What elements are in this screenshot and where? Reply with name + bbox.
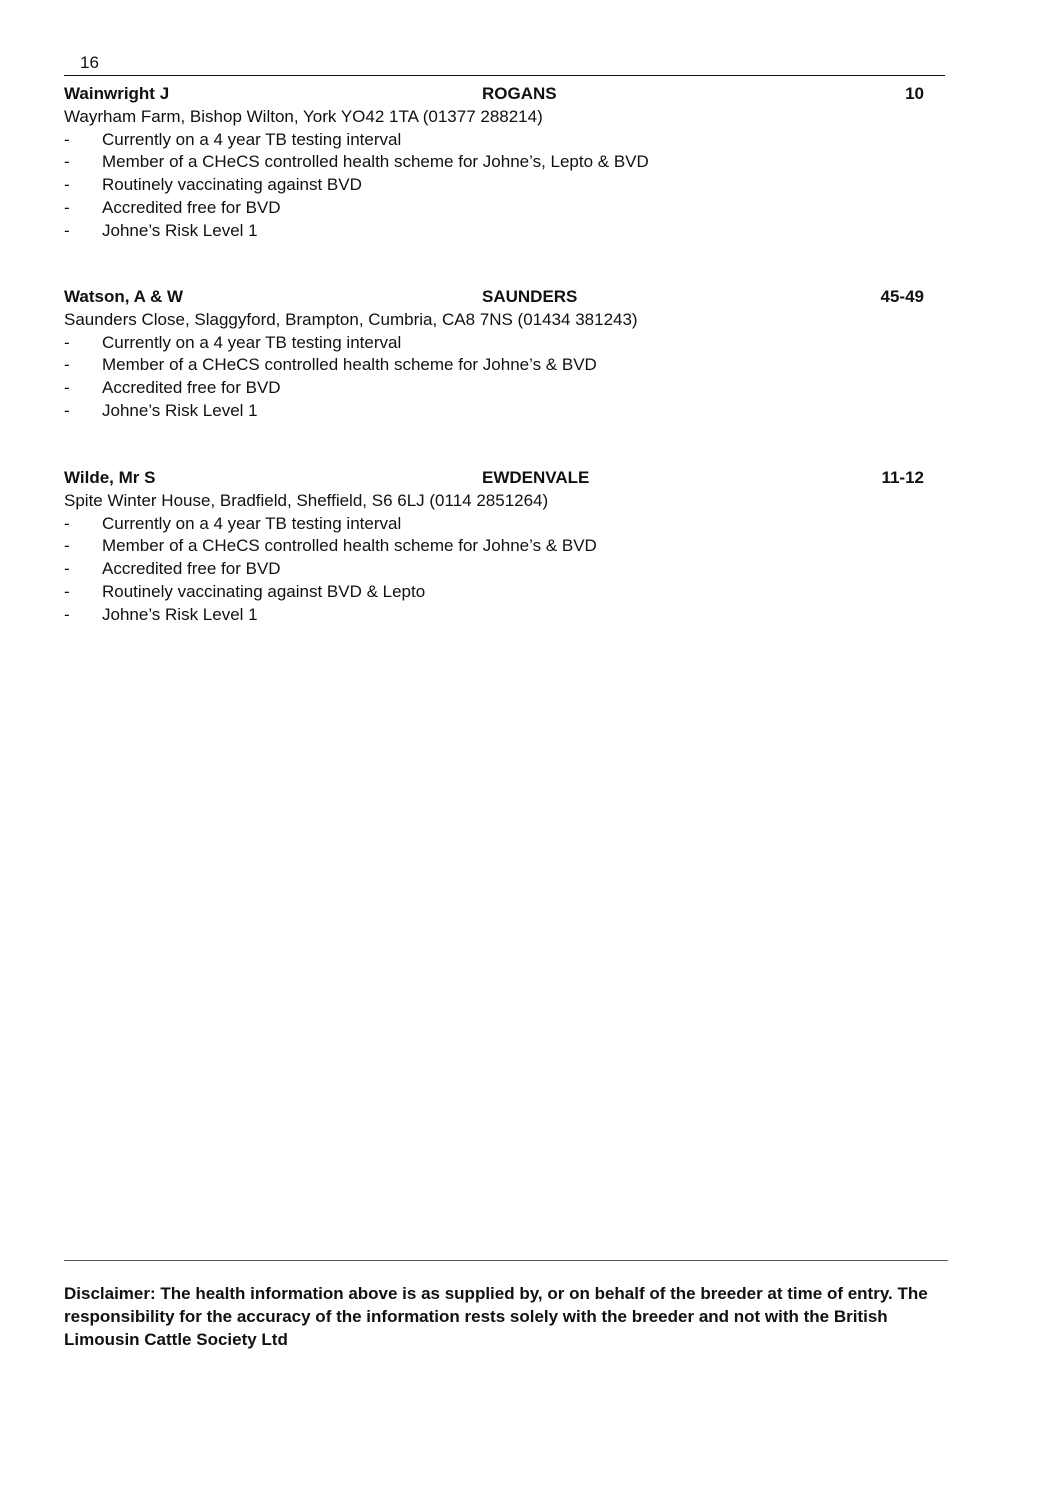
health-status-text: Member of a CHeCS controlled health scheme for Johne’s, Lepto & BVD xyxy=(102,152,649,172)
list-item xyxy=(64,174,944,197)
bullet-dash: - xyxy=(64,175,70,195)
bullet-dash: - xyxy=(64,220,70,240)
breeder-entry xyxy=(64,83,944,243)
lot-numbers: 10 xyxy=(905,84,924,103)
footer-divider xyxy=(64,1260,948,1261)
breeder-entry xyxy=(64,467,944,627)
health-status-list xyxy=(64,129,944,243)
bullet-dash: - xyxy=(64,536,70,556)
health-status-text: Member of a CHeCS controlled health scheme for Johne’s & BVD xyxy=(102,355,597,375)
herd-prefix: EWDENVALE xyxy=(482,468,590,487)
health-status-text: Currently on a 4 year TB testing interval xyxy=(102,513,402,533)
breeder-entry xyxy=(64,286,944,423)
list-item xyxy=(64,220,944,243)
health-status-text: Currently on a 4 year TB testing interval xyxy=(102,332,402,352)
herd-prefix: SAUNDERS xyxy=(482,287,578,306)
health-status-text: Accredited free for BVD xyxy=(102,197,281,217)
breeder-address: Wayrham Farm, Bishop Wilton, York YO42 1TA (01377 288214) xyxy=(64,106,543,126)
breeder-name: Watson, A & W xyxy=(64,287,183,306)
list-item xyxy=(64,535,944,558)
health-status-text: Johne’s Risk Level 1 xyxy=(102,604,258,624)
list-item xyxy=(64,332,944,355)
bullet-dash: - xyxy=(64,604,70,624)
breeder-address: Saunders Close, Slaggyford, Brampton, Cumbria, CA8 7NS (01434 381243) xyxy=(64,309,638,329)
bullet-dash: - xyxy=(64,559,70,579)
health-status-text: Accredited free for BVD xyxy=(102,378,281,398)
health-status-text: Routinely vaccinating against BVD & Lepto xyxy=(102,581,426,601)
lot-numbers: 45-49 xyxy=(880,287,924,306)
health-status-text: Routinely vaccinating against BVD xyxy=(102,175,362,195)
health-status-list xyxy=(64,513,944,627)
list-item xyxy=(64,197,944,220)
health-status-text: Currently on a 4 year TB testing interval xyxy=(102,129,402,149)
list-item xyxy=(64,513,944,536)
list-item xyxy=(64,604,944,627)
list-item xyxy=(64,400,944,423)
list-item xyxy=(64,354,944,377)
bullet-dash: - xyxy=(64,581,70,601)
health-status-text: Johne’s Risk Level 1 xyxy=(102,220,258,240)
list-item xyxy=(64,151,944,174)
health-status-text: Member of a CHeCS controlled health scheme for Johne’s & BVD xyxy=(102,536,597,556)
bullet-dash: - xyxy=(64,513,70,533)
list-item xyxy=(64,377,944,400)
list-item xyxy=(64,129,944,152)
list-item xyxy=(64,581,944,604)
health-status-text: Accredited free for BVD xyxy=(102,559,281,579)
disclaimer-text: Disclaimer: The health information above is as supplied by, or on behalf of the breeder at time of entry. The responsibility for the accuracy of the information rests solely with the breeder and not with the British Limousin Cattle Society Ltd xyxy=(64,1284,928,1349)
breeder-address: Spite Winter House, Bradfield, Sheffield, S6 6LJ (0114 2851264) xyxy=(64,490,549,510)
entry-header xyxy=(64,286,944,309)
breeder-name: Wilde, Mr S xyxy=(64,468,156,487)
entry-header xyxy=(64,83,944,106)
breeder-name: Wainwright J xyxy=(64,84,170,103)
health-status-text: Johne’s Risk Level 1 xyxy=(102,400,258,420)
bullet-dash: - xyxy=(64,197,70,217)
bullet-dash: - xyxy=(64,152,70,172)
list-item xyxy=(64,558,944,581)
bullet-dash: - xyxy=(64,355,70,375)
bullet-dash: - xyxy=(64,378,70,398)
bullet-dash: - xyxy=(64,332,70,352)
bullet-dash: - xyxy=(64,400,70,420)
entry-header xyxy=(64,467,944,490)
bullet-dash: - xyxy=(64,129,70,149)
herd-prefix: ROGANS xyxy=(482,84,557,103)
health-status-list xyxy=(64,332,944,423)
page-number: 16 xyxy=(80,53,99,72)
lot-numbers: 11-12 xyxy=(881,468,924,487)
header-divider xyxy=(64,75,945,76)
